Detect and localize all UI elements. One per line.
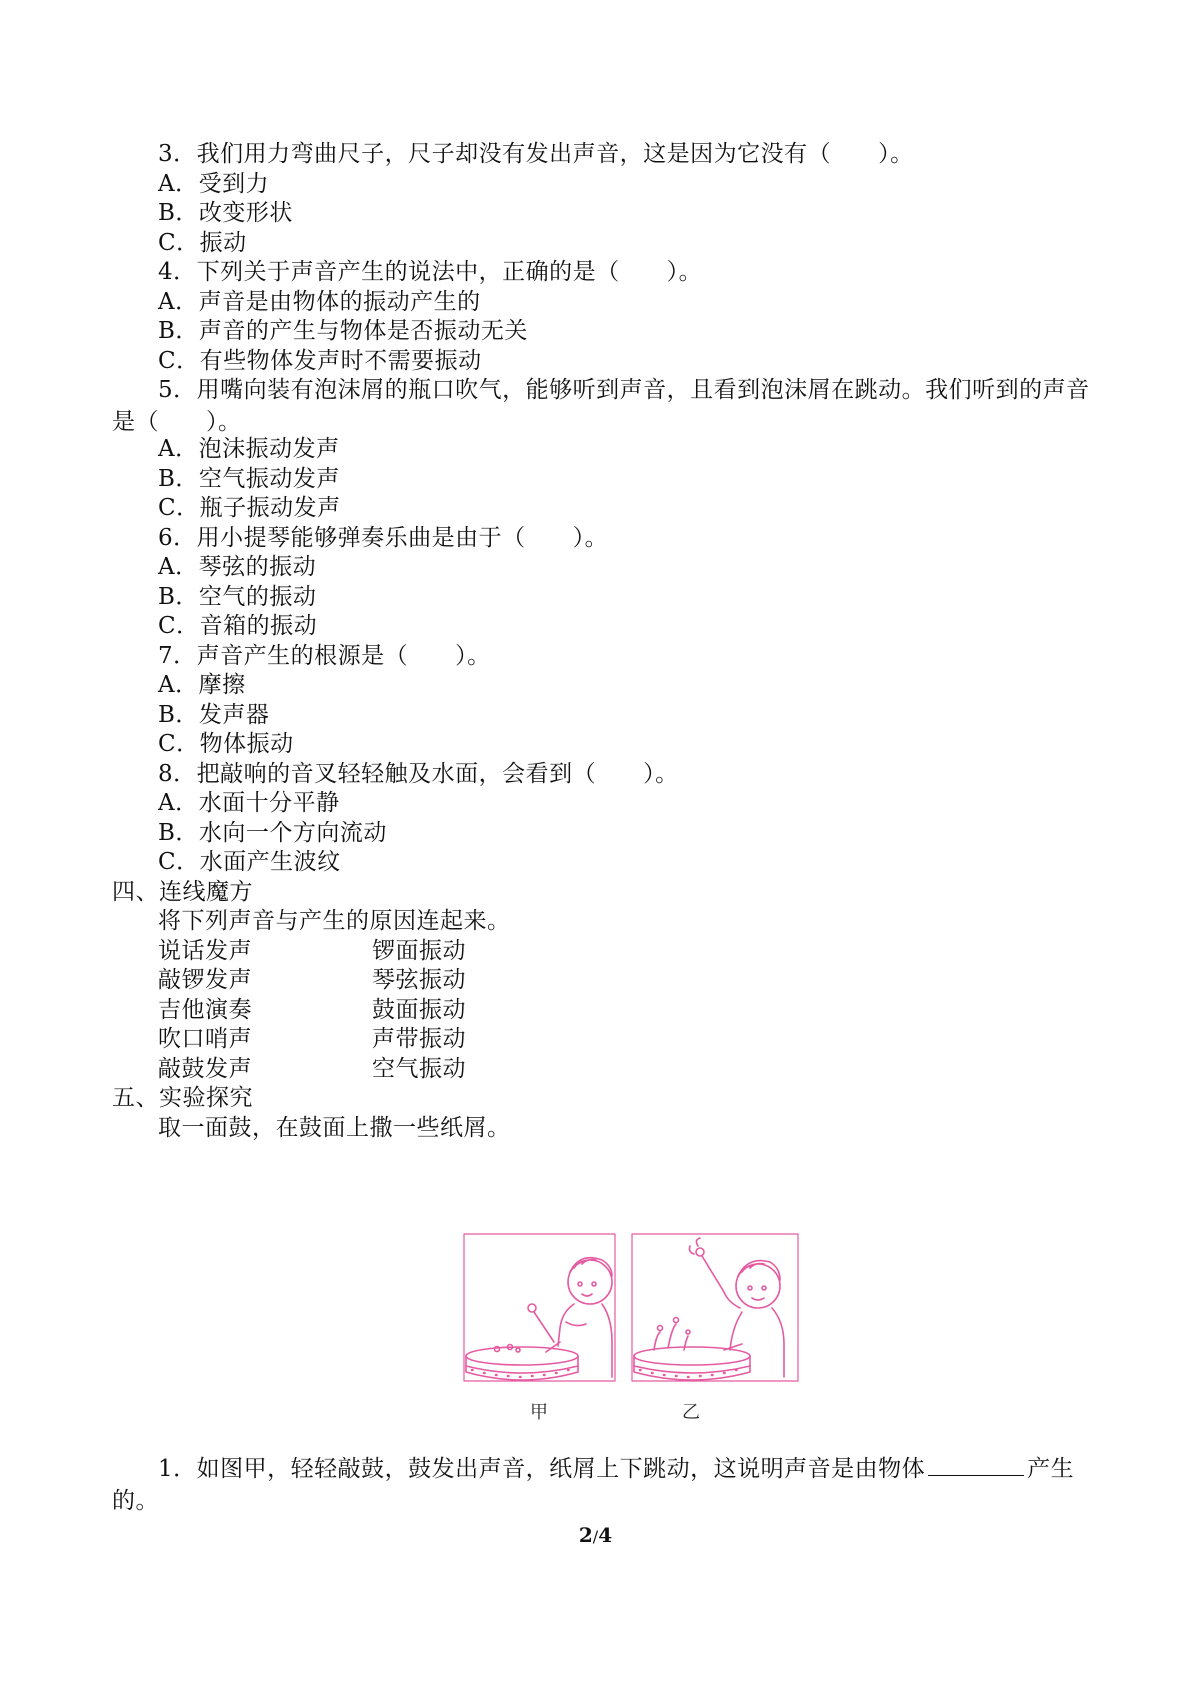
question-7-option-b: B．发声器 bbox=[158, 702, 270, 728]
section-5-title: 五、实验探究 bbox=[112, 1085, 253, 1111]
match-right-item: 琴弦振动 bbox=[372, 967, 466, 993]
question-7-option-a: A．摩擦 bbox=[158, 672, 246, 698]
question-5-option-c: C．瓶子振动发声 bbox=[158, 495, 341, 521]
section-5-instruction: 取一面鼓，在鼓面上撒一些纸屑。 bbox=[158, 1115, 511, 1141]
question-3-option-b: B．改变形状 bbox=[158, 200, 293, 226]
question-5-option-a: A．泡沫振动发声 bbox=[158, 436, 340, 462]
question-7-stem: 7．声音产生的根源是（ ）。 bbox=[158, 643, 491, 669]
question-5-option-b: B．空气振动发声 bbox=[158, 466, 340, 492]
section-4-instruction: 将下列声音与产生的原因连起来。 bbox=[158, 908, 511, 934]
match-right-item: 锣面振动 bbox=[372, 938, 466, 964]
question-4-option-b: B．声音的产生与物体是否振动无关 bbox=[158, 318, 528, 344]
question-8-stem: 8．把敲响的音叉轻轻触及水面，会看到（ ）。 bbox=[158, 761, 679, 787]
question-1-text-before: 1．如图甲，轻轻敲鼓，鼓发出声音，纸屑上下跳动，这说明声音是由物体 bbox=[158, 1456, 926, 1482]
match-left-item: 敲鼓发声 bbox=[158, 1056, 252, 1082]
panel-jia-illustration bbox=[464, 1234, 615, 1381]
question-4-option-c: C．有些物体发声时不需要振动 bbox=[158, 348, 482, 374]
question-6-option-a: A．琴弦的振动 bbox=[158, 554, 317, 580]
question-3-stem: 3．我们用力弯曲尺子，尺子却没有发出声音，这是因为它没有（ ）。 bbox=[158, 141, 914, 167]
page-number bbox=[0, 1523, 1191, 1547]
figure-caption-yi: 乙 bbox=[682, 1402, 700, 1423]
section-5-question-1 bbox=[112, 1453, 1092, 1517]
total-pages: 4 bbox=[598, 1523, 613, 1547]
figure-caption-jia: 甲 bbox=[530, 1402, 548, 1423]
question-8-option-c: C．水面产生波纹 bbox=[158, 849, 341, 875]
question-6-option-b: B．空气的振动 bbox=[158, 584, 317, 610]
match-right-item: 鼓面振动 bbox=[372, 997, 466, 1023]
question-6-option-c: C．音箱的振动 bbox=[158, 613, 318, 639]
question-3-option-a: A．受到力 bbox=[158, 171, 270, 197]
current-page: 2 bbox=[578, 1523, 593, 1547]
match-left-item: 吹口哨声 bbox=[158, 1026, 252, 1052]
match-right-item: 空气振动 bbox=[372, 1056, 466, 1082]
match-left-item: 吉他演奏 bbox=[158, 997, 252, 1023]
question-6-stem: 6．用小提琴能够弹奏乐曲是由于（ ）。 bbox=[158, 525, 609, 551]
panel-yi-illustration bbox=[632, 1234, 798, 1381]
question-8-option-b: B．水向一个方向流动 bbox=[158, 820, 387, 846]
drum-experiment-illustration bbox=[462, 1232, 800, 1432]
question-3-option-c: C．振动 bbox=[158, 230, 247, 256]
question-5-stem: 5．用嘴向装有泡沫屑的瓶口吹气，能够听到声音，且看到泡沫屑在跳动。我们听到的声音是（ ）。 bbox=[112, 377, 1090, 435]
answer-blank[interactable] bbox=[928, 1453, 1024, 1476]
question-4-stem: 4．下列关于声音产生的说法中，正确的是（ ）。 bbox=[158, 259, 703, 285]
match-left-item: 说话发声 bbox=[158, 938, 252, 964]
question-1-text-after: 产生的。 bbox=[112, 1456, 1075, 1514]
question-7-option-c: C．物体振动 bbox=[158, 731, 294, 757]
match-right-item: 声带振动 bbox=[372, 1026, 466, 1052]
section-4-title: 四、连线魔方 bbox=[112, 879, 253, 905]
question-8-option-a: A．水面十分平静 bbox=[158, 790, 340, 816]
question-4-option-a: A．声音是由物体的振动产生的 bbox=[158, 289, 481, 315]
match-left-item: 敲锣发声 bbox=[158, 967, 252, 993]
page-separator: / bbox=[592, 1527, 599, 1546]
